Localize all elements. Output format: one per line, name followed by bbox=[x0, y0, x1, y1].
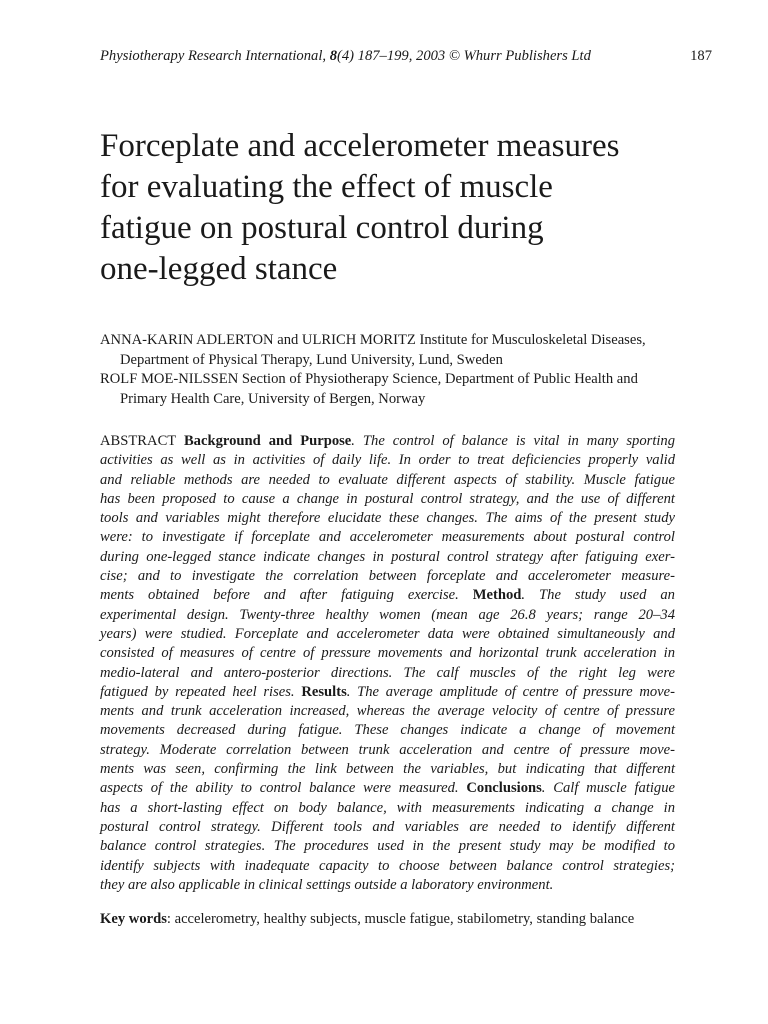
method-heading: Method bbox=[472, 587, 522, 604]
abstract-line bbox=[100, 664, 675, 683]
abstract-text: experimental design. Twenty-three healthy women (mean age 26.8 years; range 20–34 bbox=[100, 606, 675, 623]
abstract-text: ments obtained before and after fatiguing exercise. bbox=[100, 587, 459, 604]
author-entry bbox=[100, 331, 675, 370]
abstract-line bbox=[100, 528, 675, 547]
abstract-line bbox=[100, 837, 675, 856]
abstract-text: postural control strategy. Different tools and variables are needed to identify different bbox=[100, 818, 675, 835]
abstract-line bbox=[100, 471, 675, 490]
author-entry bbox=[100, 370, 675, 409]
author-affiliation: Section of Physiotherapy Science, Department of Public Health and Primary Health Care, University of Bergen, Norway bbox=[120, 371, 638, 407]
abstract-text: . The control of balance is vital in many sporting bbox=[351, 433, 676, 449]
abstract-line bbox=[100, 548, 675, 567]
abstract-line bbox=[100, 683, 675, 702]
abstract-text: fatigued by repeated heel rises. bbox=[100, 683, 295, 700]
abstract-line bbox=[100, 644, 675, 663]
abstract-line bbox=[100, 432, 675, 451]
abstract-text: . Calf muscle fatigue bbox=[541, 780, 675, 797]
title-line: fatigue on postural control during bbox=[100, 210, 544, 246]
title-line: for evaluating the effect of muscle bbox=[100, 169, 553, 205]
abstract bbox=[100, 432, 675, 895]
abstract-text: years) were studied. Forceplate and accelerometer data were obtained simultaneously and bbox=[100, 625, 675, 642]
title-line: Forceplate and accelerometer measures bbox=[100, 128, 620, 164]
abstract-text: cise; and to investigate the correlation between forceplate and accelerometer measure- bbox=[100, 568, 675, 585]
abstract-line bbox=[100, 721, 675, 740]
abstract-text: consisted of measures of centre of pressure movements and horizontal trunk acceleration in bbox=[100, 645, 675, 662]
abstract-line bbox=[100, 509, 675, 528]
abstract-text: medio-lateral and antero-posterior directions. The calf muscles of the right leg were bbox=[100, 664, 675, 681]
abstract-text: aspects of the ability to control balance were measured. bbox=[100, 780, 459, 797]
abstract-text: were: to investigate if forceplate and accelerometer measurements about postural control bbox=[100, 529, 675, 546]
abstract-line bbox=[100, 606, 675, 625]
abstract-text: ments was seen, confirming the link between the variables, but indicating that different bbox=[100, 761, 675, 778]
keywords-label: Key words bbox=[100, 911, 167, 927]
abstract-text: has been proposed to cause a change in postural control strategy, and the use of different bbox=[100, 490, 675, 507]
abstract-line bbox=[100, 490, 675, 509]
abstract-text: . The average amplitude of centre of pressure move- bbox=[346, 683, 675, 700]
abstract-text: during one-legged stance indicate changes in postural control strategy after fatiguing exer- bbox=[100, 548, 675, 565]
abstract-text: ments and trunk acceleration increased, whereas the average velocity of centre of pressure bbox=[100, 703, 675, 720]
abstract-line bbox=[100, 451, 675, 470]
abstract-line bbox=[100, 799, 675, 818]
abstract-line bbox=[100, 876, 675, 895]
abstract-text: identify subjects with inadequate capacity to choose between balance control strategies; bbox=[100, 857, 675, 874]
abstract-text: has a short-lasting effect on body balance, with measurements indicating a change in bbox=[100, 799, 675, 816]
author-names: ROLF MOE-NILSSEN bbox=[100, 371, 239, 387]
abstract-text: activities as well as in activities of daily life. In order to treat deficiencies properly valid bbox=[100, 452, 675, 469]
abstract-text: . The study used an bbox=[521, 587, 675, 604]
abstract-text: and reliable methods are needed to evaluate different aspects of stability. Muscle fatigue bbox=[100, 471, 675, 488]
abstract-line bbox=[100, 818, 675, 837]
journal-issue-pages: (4) 187–199, 2003 © Whurr Publishers Ltd bbox=[336, 48, 591, 64]
journal-volume: 8 bbox=[329, 48, 337, 64]
journal-name: Physiotherapy Research International, bbox=[100, 48, 327, 64]
keywords bbox=[100, 909, 675, 929]
abstract-line bbox=[100, 857, 675, 876]
keywords-text: : accelerometry, healthy subjects, muscle fatigue, stabilometry, standing balance bbox=[166, 911, 635, 927]
author-block bbox=[100, 331, 675, 409]
abstract-text: strategy. Moderate correlation between trunk acceleration and centre of pressure move- bbox=[100, 741, 675, 758]
running-header bbox=[100, 46, 712, 66]
abstract-text: balance control strategies. The procedures used in the present study may be modified to bbox=[100, 838, 675, 855]
abstract-line bbox=[100, 567, 675, 586]
abstract-line bbox=[100, 586, 675, 605]
abstract-text: they are also applicable in clinical settings outside a laboratory environment. bbox=[100, 876, 554, 893]
title-line: one-legged stance bbox=[100, 251, 338, 287]
abstract-line bbox=[100, 760, 675, 779]
results-heading: Results bbox=[301, 683, 347, 700]
abstract-line bbox=[100, 702, 675, 721]
background-heading: Background and Purpose bbox=[183, 433, 352, 449]
author-affiliation: Institute for Musculoskeletal Diseases, Department of Physical Therapy, Lund University, Lund, Sweden bbox=[120, 332, 646, 368]
abstract-line bbox=[100, 625, 675, 644]
page-number: 187 bbox=[690, 48, 712, 64]
abstract-line bbox=[100, 779, 675, 798]
author-names: ANNA-KARIN ADLERTON and ULRICH MORITZ bbox=[100, 332, 416, 348]
conclusions-heading: Conclusions bbox=[466, 780, 542, 797]
abstract-text: tools and variables might therefore elucidate these changes. The aims of the present study bbox=[100, 510, 675, 527]
abstract-text: movements decreased during fatigue. These changes indicate a change of movement bbox=[100, 722, 675, 739]
abstract-line bbox=[100, 741, 675, 760]
abstract-label: ABSTRACT bbox=[100, 433, 176, 449]
article-title bbox=[100, 126, 680, 290]
